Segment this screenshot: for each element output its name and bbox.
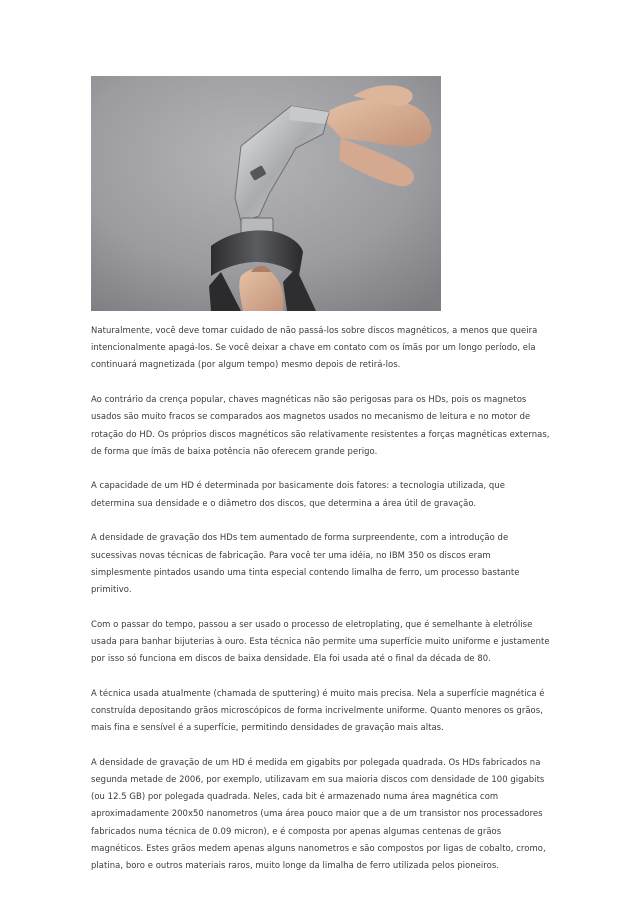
paragraph-1: Naturalmente, você deve tomar cuidado de não passá-los sobre discos magnéticos, a menos que queira intencionalmente apagá-los. Se você deixar a chave em contato com os ímãs por um longo período, ela continuará magnetizada (por algum tempo) mesmo depois de retirá-los. — [91, 325, 538, 370]
paragraph-4: A densidade de gravação dos HDs tem aumentado de forma surpreendente, com a introdução de sucessivas novas técnicas de fabricação. Para você ter uma idéia, no IBM 350 os discos eram simplesmente pintados usando uma tinta especial contendo limalha de ferro, um processo bastante primitivo. — [91, 532, 520, 594]
pliers-image — [91, 76, 441, 311]
paragraph-7: A densidade de gravação de um HD é medida em gigabits por polegada quadrada. Os HDs fabricados na segunda metade de 2006, por exemplo, utilizavam em sua maioria discos com densidade de 100 gigabits (ou 12.5 GB) por polegada quadrada. Neles, cada bit é armazenado numa área magnética com aproximadamente 200x50 nanometros (uma área pouco maior que a de um transistor nos processadores fabricados numa técnica de 0.09 micron), e é composta por apenas algumas centenas de grãos magnéticos. Estes grãos medem apenas alguns nanometros e são compostos por ligas de cobalto, cromo, platina, boro e outros materiais raros, muito longe da limalha de ferro utilizada pelos pioneiros. — [91, 756, 546, 871]
paragraph-3: A capacidade de um HD é determinada por basicamente dois fatores: a tecnologia utilizada, que determina sua densidade e o diâmetro dos discos, que determina a área útil de gravação. — [91, 480, 505, 508]
paragraph-5: Com o passar do tempo, passou a ser usado o processo de eletroplating, que é semelhante à eletrólise usada para banhar bijuterias à ouro. Esta técnica não permite uma superfície muito uniforme e justamente por isso só funciona em discos de baixa densidade. Ela foi usada até o final da década de 80. — [91, 618, 550, 664]
paragraph-2: Ao contrário da crença popular, chaves magnéticas não são perigosas para os HDs, pois os magnetos usados são muito fracos se comparados aos magnetos usados no mecanismo de leitura e no motor de rotação do HD. Os próprios discos magnéticos são relativamente resistentes a forças magnéticas externas, de forma que ímãs de baixa potência não oferecem grande perigo. — [91, 394, 550, 456]
paragraph-6: A técnica usada atualmente (chamada de sputtering) é muito mais precisa. Nela a superfície magnética é construída depositando grãos microscópicos de forma incrivelmente uniforme. Quanto menores os grãos, mais fina e sensível é a superfície, permitindo densidades de gravação mais altas. — [91, 687, 545, 733]
pliers-photo — [91, 76, 441, 311]
article-body — [91, 322, 551, 892]
